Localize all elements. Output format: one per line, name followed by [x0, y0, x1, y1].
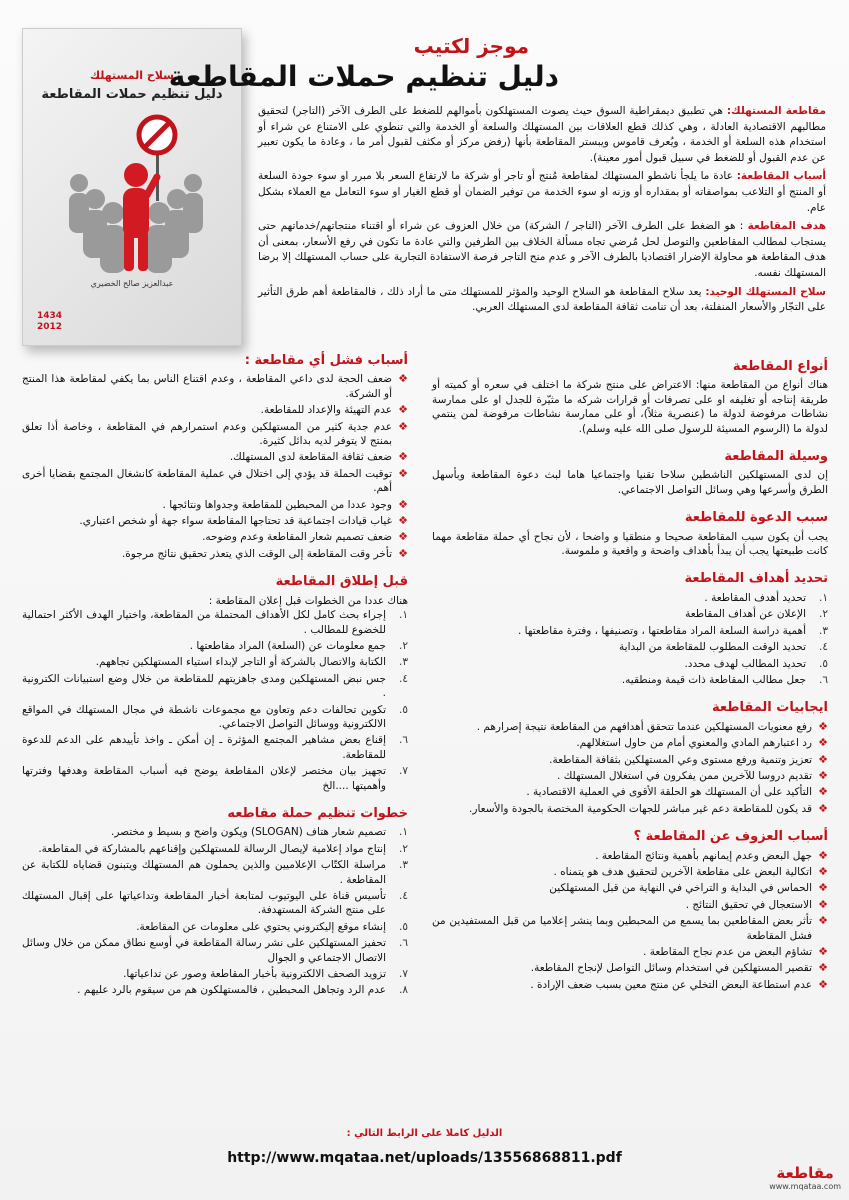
intro-section — [258, 104, 826, 319]
diamond-bullet-icon: ❖ — [818, 768, 828, 782]
list-item — [432, 657, 828, 671]
list-number: ٥. — [399, 703, 408, 716]
list-text: مراسلة الكتّاب الإعلاميين والذين يحملون هم المستهلك ويتبنون قضاياه للكتابة عن المقاطعة . — [22, 859, 386, 886]
list-number: ٥. — [819, 657, 828, 670]
list-text: رفع معنويات المستهلكين عندما تتحقق أهدافهم من المقاطعة نتيجة إصرارهم . — [476, 720, 812, 733]
list-text: إنتاج مواد إعلامية لإيصال الرسالة للمستهلكين وإقناعهم بالمشاركة في المقاطعة. — [38, 842, 386, 855]
list-text: إجراء بحث كامل لكل الأهداف المحتملة من المقاطعة، واختيار الهدف الأكثر احتمالية للخضوع للمطالب . — [22, 609, 386, 636]
list-number: ٢. — [819, 608, 828, 621]
list-item — [22, 547, 408, 561]
list-text: تصميم شعار هتاف (SLOGAN) ويكون واضح و بسيط و مختصر. — [111, 826, 386, 839]
list-text: تقصير المستهلكين في استخدام وسائل التواصل لإنجاح المقاطعة. — [530, 962, 812, 975]
positives-list — [432, 720, 828, 816]
section-steps — [22, 807, 408, 998]
list-text: وجود عددا من المحبطين للمقاطعة وجدواها ونتائجها . — [162, 498, 392, 511]
list-item — [22, 825, 408, 839]
intro-paragraph — [258, 285, 826, 316]
intro-label: أسباب المقاطعة: — [736, 170, 826, 183]
book-subtitle: سلاح المستهلك — [90, 69, 174, 82]
section-title: أسباب فشل أي مقاطعة : — [244, 353, 408, 368]
list-text: تأثر بعض المقاطعين بما يسمع من المحبطين وبما ينشر إعلاميا من قبل المستفيدين من فشل المقاطعة — [432, 915, 812, 942]
diamond-bullet-icon: ❖ — [818, 736, 828, 750]
list-number: ٤. — [399, 890, 408, 902]
list-item — [432, 881, 828, 895]
section-text: يجب أن يكون سبب المقاطعة صحيحا و منطقيا و واضحا ، لأن نجاح أي حملة مقاطعة مهما كانت طبيعتها يجب أن يبدأ بأهداف واضحة و واقعية و ملموسة. — [432, 530, 828, 558]
intro-paragraph — [258, 169, 826, 216]
book-year — [37, 311, 62, 333]
list-item — [22, 920, 408, 934]
intro-text: : هو الضغط على الطرف الآخر (التاجر / الشركة) من خلال العزوف عن شراء أو اقتناء منتجاتهم/خدماتهم حتى يستجاب لمطالب المقاطعين والتوصل لحل مُرضي تجاه مسألة الخلاف بين الطرفين والتي عادة ما تكون في رفع الأسعار، بمعنى أن هدف المقاطعة هو محاولة الإضرار اقتصاديا بالطرف الآخر و عدم منح التاجر فرصة الاستفادة التجارية على حساب المستهلك إلا برضا المستهلك نفسه. — [258, 220, 826, 279]
diamond-bullet-icon: ❖ — [818, 752, 828, 766]
diamond-bullet-icon: ❖ — [398, 372, 408, 386]
list-item — [432, 769, 828, 783]
list-item — [22, 983, 408, 997]
list-number: ٦. — [399, 937, 408, 950]
list-item — [432, 607, 828, 621]
diamond-bullet-icon: ❖ — [398, 514, 408, 528]
list-item — [22, 842, 408, 856]
list-item — [22, 608, 408, 637]
list-item — [22, 672, 408, 701]
failure-list — [22, 372, 408, 561]
list-text: جمع معلومات عن (السلعة) المراد مقاطعتها . — [189, 639, 386, 652]
list-number: ٣. — [399, 859, 408, 872]
list-number: ٢. — [399, 639, 408, 652]
list-text: إقناع بعض مشاهير المجتمع المؤثرة ـ إن أمكن ـ واخذ تأييدهم على الدعم للدعوة للمقاطعة. — [22, 734, 386, 761]
section-goals — [432, 572, 828, 687]
header-kicker: موجز لكتيب — [413, 34, 529, 58]
list-text: ضعف تصميم شعار المقاطعة وعدم وضوحه. — [202, 531, 392, 544]
list-number: ٣. — [819, 624, 828, 637]
diamond-bullet-icon: ❖ — [818, 945, 828, 958]
list-number: ٦. — [819, 673, 828, 686]
brand-name: مقاطعة — [776, 1164, 834, 1182]
list-item — [432, 753, 828, 767]
list-item — [432, 961, 828, 975]
list-number: ٦. — [399, 734, 408, 747]
section-title: وسيلة المقاطعة — [724, 449, 828, 465]
list-item — [22, 733, 408, 762]
list-item — [22, 936, 408, 965]
intro-paragraph — [258, 219, 826, 281]
section-title: قبل إطلاق المقاطعة — [275, 574, 408, 590]
list-text: تقديم دروسا للآخرين ممن يفكرون في استغلال المستهلك . — [557, 769, 812, 782]
section-positives — [432, 701, 828, 816]
list-item — [432, 914, 828, 943]
list-text: إنشاء موقع إليكتروني يحتوي على معلومات عن المقاطعة. — [136, 920, 386, 933]
list-text: تكوين تحالفات دعم وتعاون مع مجموعات ناشطة في مجال المستهلك في المواقع الالكترونية ووسائل التواصل الاجتماعي. — [22, 703, 386, 730]
list-item — [22, 530, 408, 544]
list-number: ٤. — [399, 672, 408, 685]
section-title: ايجابيات المقاطعة — [711, 700, 828, 716]
list-text: عدم استطاعة البعض التخلي عن منتج معين بسبب ضعف الإرادة . — [530, 978, 812, 991]
list-item — [432, 849, 828, 863]
list-item — [432, 865, 828, 879]
diamond-bullet-icon: ❖ — [818, 848, 828, 862]
list-item — [22, 967, 408, 981]
diamond-bullet-icon: ❖ — [818, 961, 828, 975]
list-item — [432, 673, 828, 687]
intro-label: هدف المقاطعة — [747, 220, 827, 233]
intro-text: هي تطبيق ديمقراطية السوق حيث يصوت المستهلكون بأموالهم للضغط على الطرف الآخر (التاجر) لتحقيق مطالبهم الاقتصادية العادلة ، وهي كذلك قطع العلاقات بين المستهلك والسلعة أو الخدمة والتي تنطوي على الامتناع عن شراء أو استخدام هذه السلعة أو الخدمة ، ويُعرف قاموس ويبستر المقاطعة بأنها (رفض مركز أو مكثف لقبول أمر ما ، وعادة ما يكون تعبير عن عدم القبول أو للضغط في سبيل قبول أمور معينة). — [258, 105, 826, 164]
list-text: عدم الرد وتجاهل المحبطين ، فالمستهلكون هم من سيقوم بالرد عليهم . — [77, 984, 386, 997]
list-item — [22, 764, 408, 793]
section-text: إن لدى المستهلكين الناشطين سلاحا تقنيا واجتماعيا هاما لبث دعوة المقاطعة وبأسهل الطرق وأسرعها وهي وسائل التواصل الاجتماعي. — [432, 469, 828, 496]
list-item — [432, 785, 828, 799]
list-item — [432, 624, 828, 638]
section-title: أسباب العزوف عن المقاطعة ؟ — [633, 829, 828, 845]
diamond-bullet-icon: ❖ — [398, 497, 408, 511]
diamond-bullet-icon: ❖ — [818, 977, 828, 991]
list-item — [432, 640, 828, 654]
section-text: هناك أنواع من المقاطعة منها: الاعتراض على منتج شركة ما اختلف في سعره أو كميته أو طريقة إنتاجه أو تغليفه او على تصرفات أو قرارات شركه ما مثيّرة للجدل او على ممارسة نشاطات مرفوضة لدولة ما (عنصرية مثلاً)، أو على ممارسة نشاطات مرفوضة لمن ينتمي لدولة ما (الرسوم المسيئة للرسول صلى الله عليه وسلم). — [432, 379, 828, 435]
footer-label: الدليل كاملا على الرابط التالي : — [346, 1128, 503, 1139]
list-text: جس نبض المستهلكين ومدى جاهزيتهم للمقاطعة من خلال وضع استبيانات الكترونية . — [22, 672, 386, 700]
list-text: جهل البعض وعدم إيمانهم بأهمية ونتائج المقاطعة . — [595, 849, 812, 862]
list-number: ١. — [399, 609, 408, 622]
intro-paragraph — [258, 104, 826, 166]
list-text: توقيت الحملة قد يؤدي إلى اختلال في عملية المقاطعة كانشغال المجتمع بقضايا أخرى أهم. — [22, 467, 392, 495]
book-author: عبدالعزيز صالح الخضيري — [90, 279, 174, 288]
list-text: تشاؤم البعض من عدم نجاح المقاطعة . — [643, 946, 812, 958]
brand-url: www.mqataa.com — [769, 1182, 841, 1191]
intro-label: سلاح المستهلك الوحيد: — [705, 285, 827, 298]
list-text: رد اعتبارهم المادي والمعنوي أمام من حاول استغلالهم. — [576, 737, 812, 750]
list-item — [22, 889, 408, 918]
list-number: ٤. — [819, 641, 828, 654]
list-text: جعل مطالب المقاطعة ذات قيمة ومنطقيه. — [621, 673, 806, 686]
list-item — [22, 498, 408, 512]
list-number: ٧. — [399, 765, 408, 778]
list-number: ١. — [819, 591, 828, 604]
list-item — [22, 655, 408, 669]
list-text: تعزيز وتنمية ورفع مستوى وعي المستهلكين بثقافة المقاطعة. — [549, 753, 812, 766]
section-intro: هناك عددا من الخطوات قبل إعلان المقاطعة : — [208, 594, 408, 607]
brand-logo — [769, 1164, 841, 1191]
list-item — [22, 467, 408, 496]
list-text: تزويد الصحف الالكترونية بأخبار المقاطعة وصور عن تداعياتها. — [123, 968, 386, 981]
list-text: قد يكون للمقاطعة دعم غير مباشر للجهات الحكومية المختصة بالجودة والأسعار. — [469, 802, 812, 815]
list-text: تحديد المطالب لهدف محدد. — [684, 657, 806, 670]
list-text: تحديد أهدف المقاطعة . — [704, 591, 806, 604]
diamond-bullet-icon: ❖ — [818, 864, 828, 878]
list-text: الاستعجال في تحقيق النتائج . — [685, 898, 812, 911]
book-year-gregorian: 2012 — [37, 322, 63, 332]
list-text: تحفيز المستهلكين على نشر رسالة المقاطعة في أوسع نطاق ممكن من خلال وسائل الاتصال الاجتماعي و الجوال — [22, 937, 386, 964]
left-column — [22, 354, 408, 1012]
diamond-bullet-icon: ❖ — [398, 450, 408, 464]
diamond-bullet-icon: ❖ — [818, 719, 828, 733]
book-title: دليل تنظيم حملات المقاطعة — [41, 87, 223, 102]
list-text: الكتابة والاتصال بالشركة أو التاجر لإبداء استياء المستهلكين تجاههم. — [95, 656, 386, 669]
diamond-bullet-icon: ❖ — [818, 914, 828, 928]
list-item — [22, 450, 408, 464]
list-number: ٨. — [399, 984, 408, 997]
diamond-bullet-icon: ❖ — [398, 530, 408, 544]
list-number: ٥. — [399, 920, 408, 933]
list-item — [22, 858, 408, 887]
list-text: تأخر وقت المقاطعة إلى الوقت الذي يتعذر تحقيق نتائج مرجوة. — [121, 547, 392, 560]
list-item — [22, 372, 408, 401]
list-number: ٧. — [399, 968, 408, 981]
diamond-bullet-icon: ❖ — [398, 466, 408, 480]
list-item — [432, 978, 828, 992]
list-item — [432, 720, 828, 734]
intro-text: عادة ما يلجأ ناشطو المستهلك لمقاطعة مُنتج أو تاجر أو شركة ما لارتفاع السعر بلا مبرر او سوء جودة السلعة أو المنتج أو التلاعب بمواصفاته أو بمقداره أو وزنه او سوء الخدمة من توفير الضمان أو قطع الغيار او سوء التعامل مع العملاء بشكل عام. — [258, 170, 826, 214]
steps-list — [22, 825, 408, 997]
list-item — [22, 639, 408, 653]
list-number: ١. — [399, 826, 408, 839]
section-title: سبب الدعوة للمقاطعة — [684, 510, 828, 526]
list-item — [22, 703, 408, 732]
list-text: التأكيد على أن المستهلك هو الحلقة الأقوى في العملية الاقتصادية . — [526, 786, 812, 799]
list-item — [22, 403, 408, 417]
page-title: دليل تنظيم حملات المقاطعة — [168, 60, 559, 93]
book-year-hijri: 1434 — [37, 311, 63, 321]
list-text: عدم التهيئة والإعداد للمقاطعة. — [260, 404, 392, 417]
list-text: ضعف ثقافة المقاطعة لدى المستهلك. — [229, 451, 392, 464]
list-text: عدم جدية كثير من المستهلكين وعدم استمرارهم في المقاطعة ، وخاصة أذا تعلق بمنتج لا يتوفر لديه بدائل كثيرة. — [22, 420, 392, 448]
intro-label: مقاطعة المستهلك: — [726, 105, 826, 117]
list-item — [432, 591, 828, 605]
section-title: خطوات تنظيم حملة مقاطعه — [227, 805, 408, 821]
list-item — [432, 802, 828, 816]
list-text: الإعلان عن أهداف المقاطعة — [685, 608, 806, 621]
diamond-bullet-icon: ❖ — [398, 403, 408, 417]
diamond-bullet-icon: ❖ — [818, 881, 828, 895]
section-means — [432, 450, 828, 497]
list-text: تحديد الوقت المطلوب للمقاطعة من البداية — [619, 641, 806, 654]
guide-link[interactable]: http://www.mqataa.net/uploads/13556868811.pdf — [227, 1150, 622, 1166]
list-text: أهمية دراسة السلعة المراد مقاطعتها ، وتصنيفها ، وفترة مقاطعتها . — [517, 624, 806, 637]
diamond-bullet-icon: ❖ — [818, 801, 828, 815]
list-text: اتكالية البعض على مقاطعة الآخرين لتحقيق هدف هو يتمناه . — [553, 865, 812, 878]
list-item — [432, 945, 828, 959]
list-item — [22, 514, 408, 528]
goals-list — [432, 591, 828, 687]
reluctance-list — [432, 849, 828, 993]
list-text: تجهيز بيان مختصر لإعلان المقاطعة يوضح فيه أسباب المقاطعة وهدفها وفترتها وأهميتها ....الخ — [22, 765, 386, 792]
list-text: تأسيس قناة على اليوتيوب لمتابعة أخبار المقاطعة وتداعياتها على إقبال المستهلك على منتج الشركة المستهدفة. — [22, 890, 386, 917]
section-failure — [22, 354, 408, 561]
boycott-figure-illustration — [61, 113, 211, 273]
section-before-launch — [22, 575, 408, 793]
list-text: ضعف الحجة لدى داعي المقاطعة ، وعدم اقتناع الناس بما يكفي لمقاطعة هذا المنتج أو الشركة. — [22, 373, 392, 400]
diamond-bullet-icon: ❖ — [818, 785, 828, 799]
list-item — [432, 898, 828, 912]
diamond-bullet-icon: ❖ — [398, 546, 408, 560]
list-text: غياب قيادات اجتماعية قد تحتاجها المقاطعة سواء جهة أو شخص اعتباري. — [79, 515, 392, 528]
right-column — [432, 360, 828, 1006]
list-text: الحماس في البداية و التراخي في النهاية من قبل المستهلكين — [549, 882, 812, 895]
list-item — [432, 736, 828, 750]
list-number: ٣. — [399, 656, 408, 669]
list-number: ٢. — [399, 842, 408, 855]
section-reluctance — [432, 830, 828, 992]
diamond-bullet-icon: ❖ — [818, 897, 828, 911]
section-title: تحديد أهداف المقاطعة — [684, 571, 828, 587]
intro-text: يعد سلاح المقاطعة هو السلاح الوحيد والمؤثر للمستهلك متى ما أراد ذلك ، فالمقاطعة أهم طرق التأثير على التجّار والأسعار المنفلتة، بعد أن تنامت ثقافة المقاطعة لدى المستهلك العربي. — [258, 285, 826, 314]
section-types — [432, 360, 828, 436]
section-reason — [432, 511, 828, 558]
diamond-bullet-icon: ❖ — [398, 419, 408, 433]
before-list — [22, 608, 408, 793]
list-item — [22, 420, 408, 449]
section-title: أنواع المقاطعة — [732, 359, 828, 374]
